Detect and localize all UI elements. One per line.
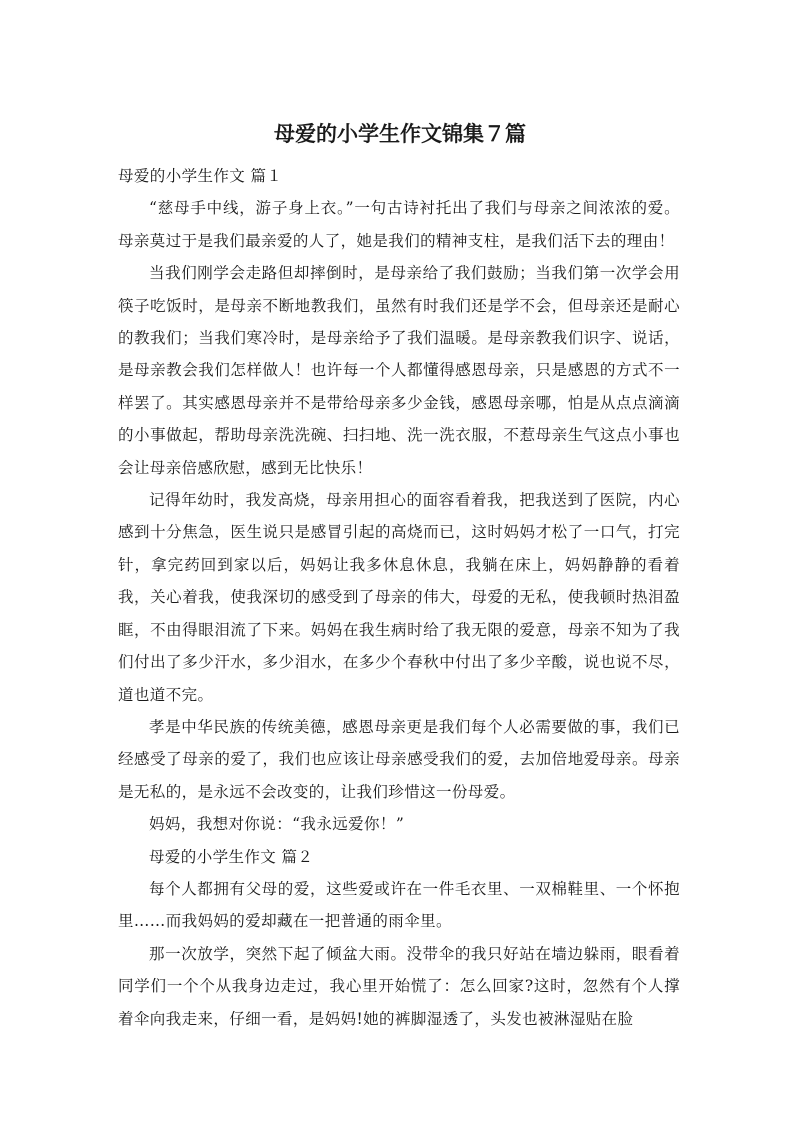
paragraph: 每个人都拥有父母的爱，这些爱或许在一件毛衣里、一双棉鞋里、一个怀抱里……而我妈妈的爱却藏在一把普通的雨伞里。 — [118, 879, 680, 931]
paragraph: 孝是中华民族的传统美德，感恩母亲更是我们每个人必需要做的事，我们已经感受了母亲的爱了，我们也应该让母亲感受我们的爱，去加倍地爱母亲。母亲是无私的，是永远不会改变的，让我们珍惜这一份母爱。 — [118, 717, 680, 801]
section-label: 母爱的小学生作文 篇２ — [149, 847, 314, 866]
document-title: 母爱的小学生作文锦集７篇 — [274, 122, 526, 146]
section-label: 母爱的小学生作文 篇１ — [118, 167, 283, 185]
paragraph: 妈妈，我想对你说：“我永远爱你！” — [149, 815, 405, 834]
document-body — [118, 160, 680, 1035]
paragraph: 记得年幼时，我发高烧，母亲用担心的面容看着我，把我送到了医院，内心感到十分焦急，医生说只是感冒引起的高烧而已，这时妈妈才松了一口气，打完针，拿完药回到家以后，妈妈让我多休息休息，我躺在床上，妈妈静静的看着我，关心着我，使我深切的感受到了母亲的伟大，母爱的无私，使我顿时热泪盈眶，不由得眼泪流了下来。妈妈在我生病时给了我无限的爱意，母亲不知为了我们付出了多少汗水，多少泪水，在多少个春秋中付出了多少辛酸，说也说不尽，道也道不完。 — [118, 491, 680, 704]
paragraph: “慈母手中线，游子身上衣。”一句古诗衬托出了我们与母亲之间浓浓的爱。母亲莫过于是我们最亲爱的人了，她是我们的精神支柱，是我们活下去的理由！ — [118, 199, 680, 250]
paragraph: 那一次放学，突然下起了倾盆大雨。没带伞的我只好站在墙边躲雨，眼看着同学们一个个从我身边走过，我心里开始慌了：怎么回家?这时，忽然有个人撑着伞向我走来，仔细一看，是妈妈!她的裤脚湿透了，头发也被淋湿贴在脸 — [118, 944, 680, 1028]
paragraph: 当我们刚学会走路但却摔倒时，是母亲给了我们鼓励；当我们第一次学会用筷子吃饭时，是母亲不断地教我们，虽然有时我们还是学不会，但母亲还是耐心的教我们；当我们寒冷时，是母亲给予了我们温暖。是母亲教我们识字、说话，是母亲教会我们怎样做人！也许每一个人都懂得感恩母亲，只是感恩的方式不一样罢了。其实感恩母亲并不是带给母亲多少金钱，感恩母亲哪，怕是从点点滴滴的小事做起，帮助母亲洗洗碗、扫扫地、洗一洗衣服，不惹母亲生气这点小事也会让母亲倍感欣慰，感到无比快乐！ — [118, 264, 680, 477]
